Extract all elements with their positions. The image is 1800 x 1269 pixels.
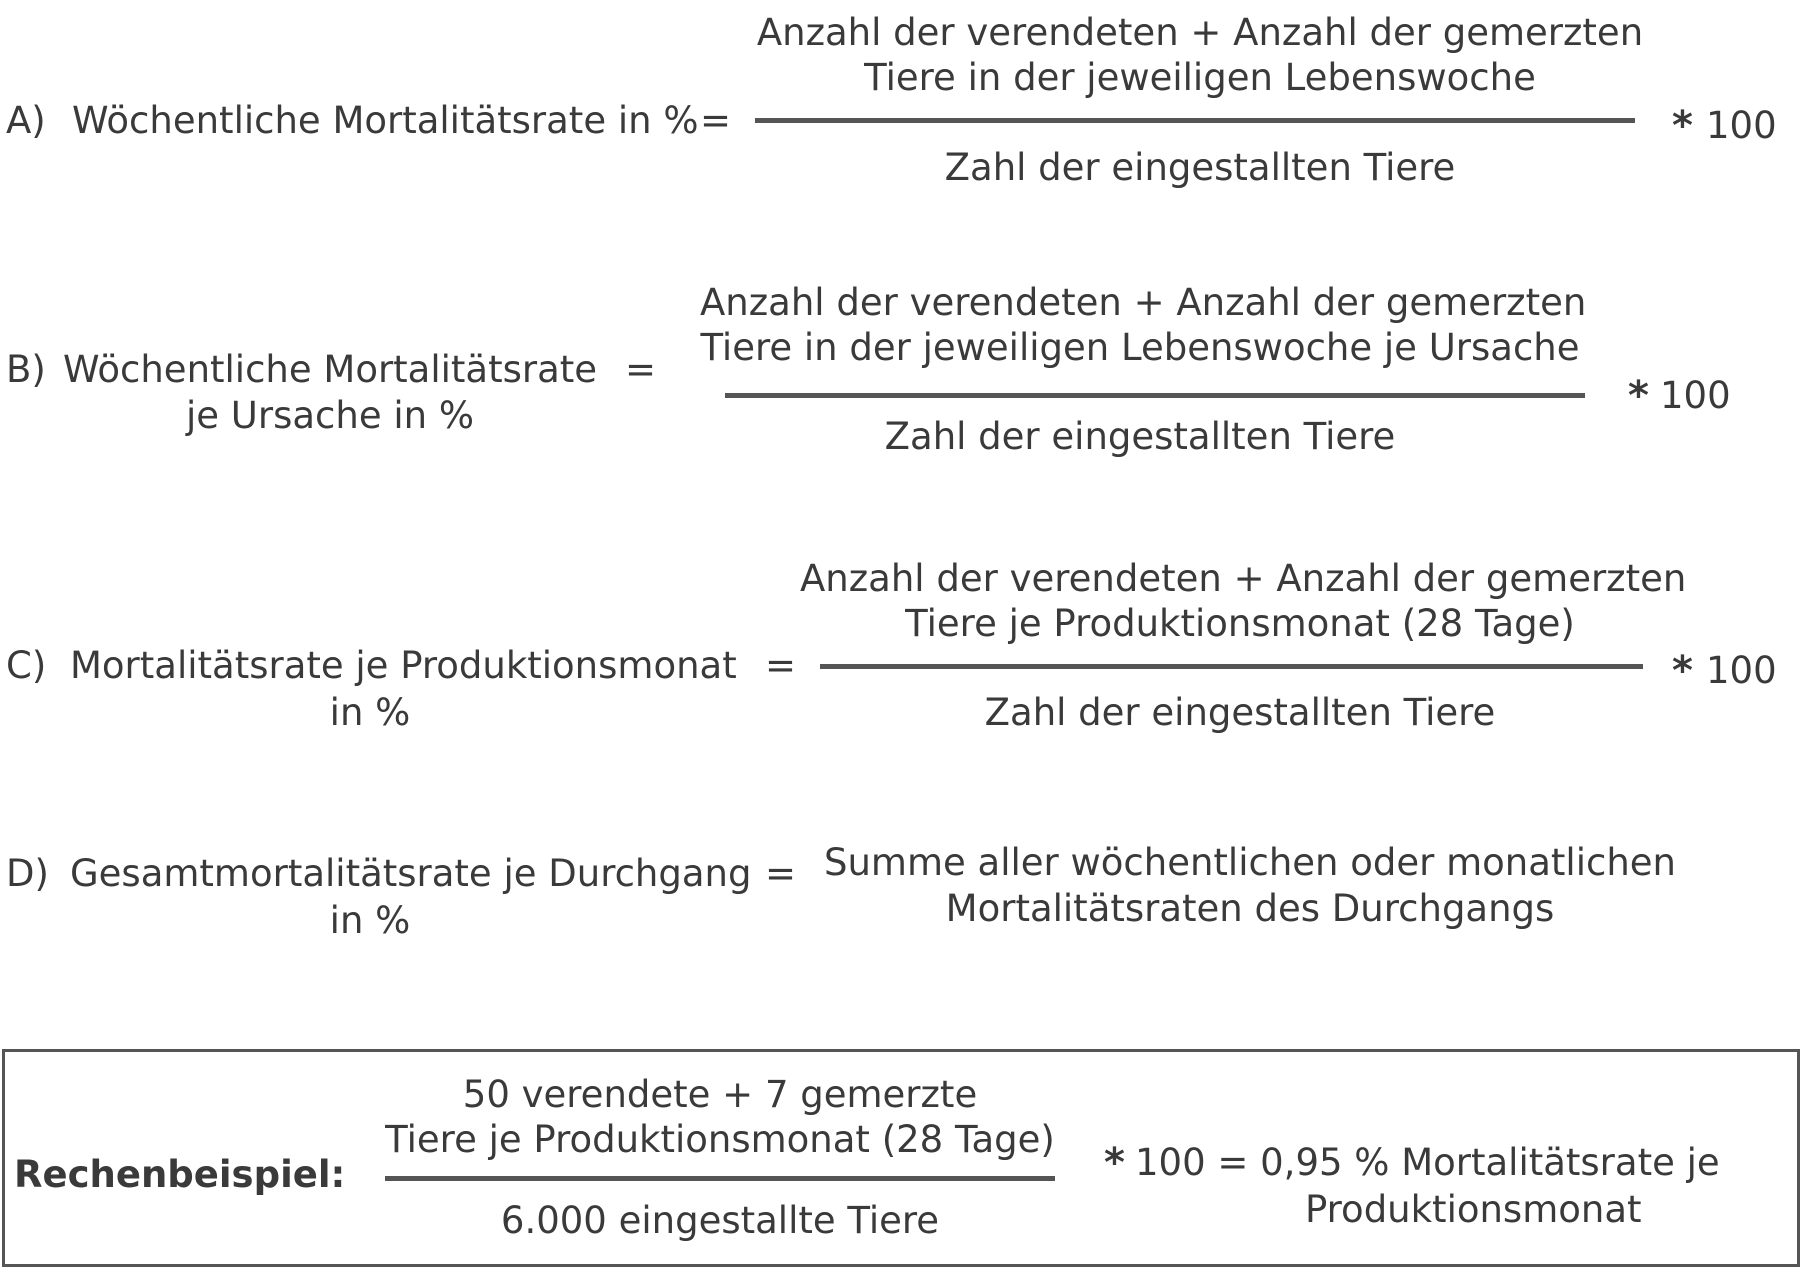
formula-a-numerator-line2: Tiere in der jeweiligen Lebenswoche [864, 56, 1536, 99]
formula-d-label-line2: in % [329, 899, 411, 942]
formula-a-multiplier: 100 [1706, 104, 1777, 147]
formula-b-denominator: Zahl der eingestallten Tiere [884, 415, 1396, 458]
formula-b-label-line1: Wöchentliche Mortalitätsrate [62, 348, 598, 391]
formula-c-numerator-line1: Anzahl der verendeten + Anzahl der gemerzten [800, 557, 1687, 600]
formula-a-letter: A) [6, 99, 46, 142]
formula-d-letter: D) [6, 852, 49, 895]
formula-c-label-line2: in % [329, 691, 411, 734]
formula-c-equals: = [765, 644, 797, 687]
example-fraction-bar [385, 1176, 1055, 1181]
formula-a-multiply-symbol: * [1672, 103, 1693, 149]
formula-a-label: Wöchentliche Mortalitätsrate in % [72, 99, 699, 142]
formula-d-equals: = [765, 852, 797, 895]
example-numerator-line2: Tiere je Produktionsmonat (28 Tage) [385, 1118, 1055, 1161]
example-label: Rechenbeispiel: [14, 1153, 346, 1196]
formula-c-numerator-line2: Tiere je Produktionsmonat (28 Tage) [905, 602, 1575, 645]
formula-b-letter: B) [6, 348, 46, 391]
example-result-line2: Produktionsmonat [1305, 1188, 1642, 1231]
formula-b-multiplier: 100 [1660, 374, 1731, 417]
formula-b-numerator-line2: Tiere in der jeweiligen Lebenswoche je Ursache [700, 326, 1580, 369]
formula-a-numerator-line1: Anzahl der verendeten + Anzahl der gemerzten [756, 11, 1644, 54]
formula-b-multiply-symbol: * [1628, 373, 1649, 419]
example-denominator: 6.000 eingestallte Tiere [500, 1199, 940, 1242]
example-multiply-symbol: * [1104, 1140, 1125, 1186]
formula-b-numerator-line1: Anzahl der verendeten + Anzahl der gemerzten [700, 281, 1587, 324]
formula-a-fraction-bar [755, 118, 1635, 123]
formula-c-label-line1: Mortalitätsrate je Produktionsmonat [70, 644, 737, 687]
formula-b-equals: = [625, 348, 657, 391]
formula-b-fraction-bar [725, 393, 1585, 398]
formula-d-result-line2: Mortalitätsraten des Durchgangs [945, 887, 1555, 930]
formula-a-denominator: Zahl der eingestallten Tiere [944, 146, 1456, 189]
formula-c-denominator: Zahl der eingestallten Tiere [984, 691, 1496, 734]
formula-c-multiply-symbol: * [1672, 648, 1693, 694]
formula-d-result-line1: Summe aller wöchentlichen oder monatlichen [824, 841, 1676, 884]
formula-a-equals: = [700, 99, 732, 142]
example-numerator-line1: 50 verendete + 7 gemerzte [462, 1073, 978, 1116]
example-result-line1: 100 = 0,95 % Mortalitätsrate je [1135, 1141, 1720, 1184]
formula-c-letter: C) [6, 644, 47, 687]
formula-d-label-line1: Gesamtmortalitätsrate je Durchgang [70, 852, 752, 895]
formula-c-fraction-bar [820, 664, 1643, 669]
formula-c-multiplier: 100 [1706, 649, 1777, 692]
formula-b-label-line2: je Ursache in % [185, 394, 474, 437]
